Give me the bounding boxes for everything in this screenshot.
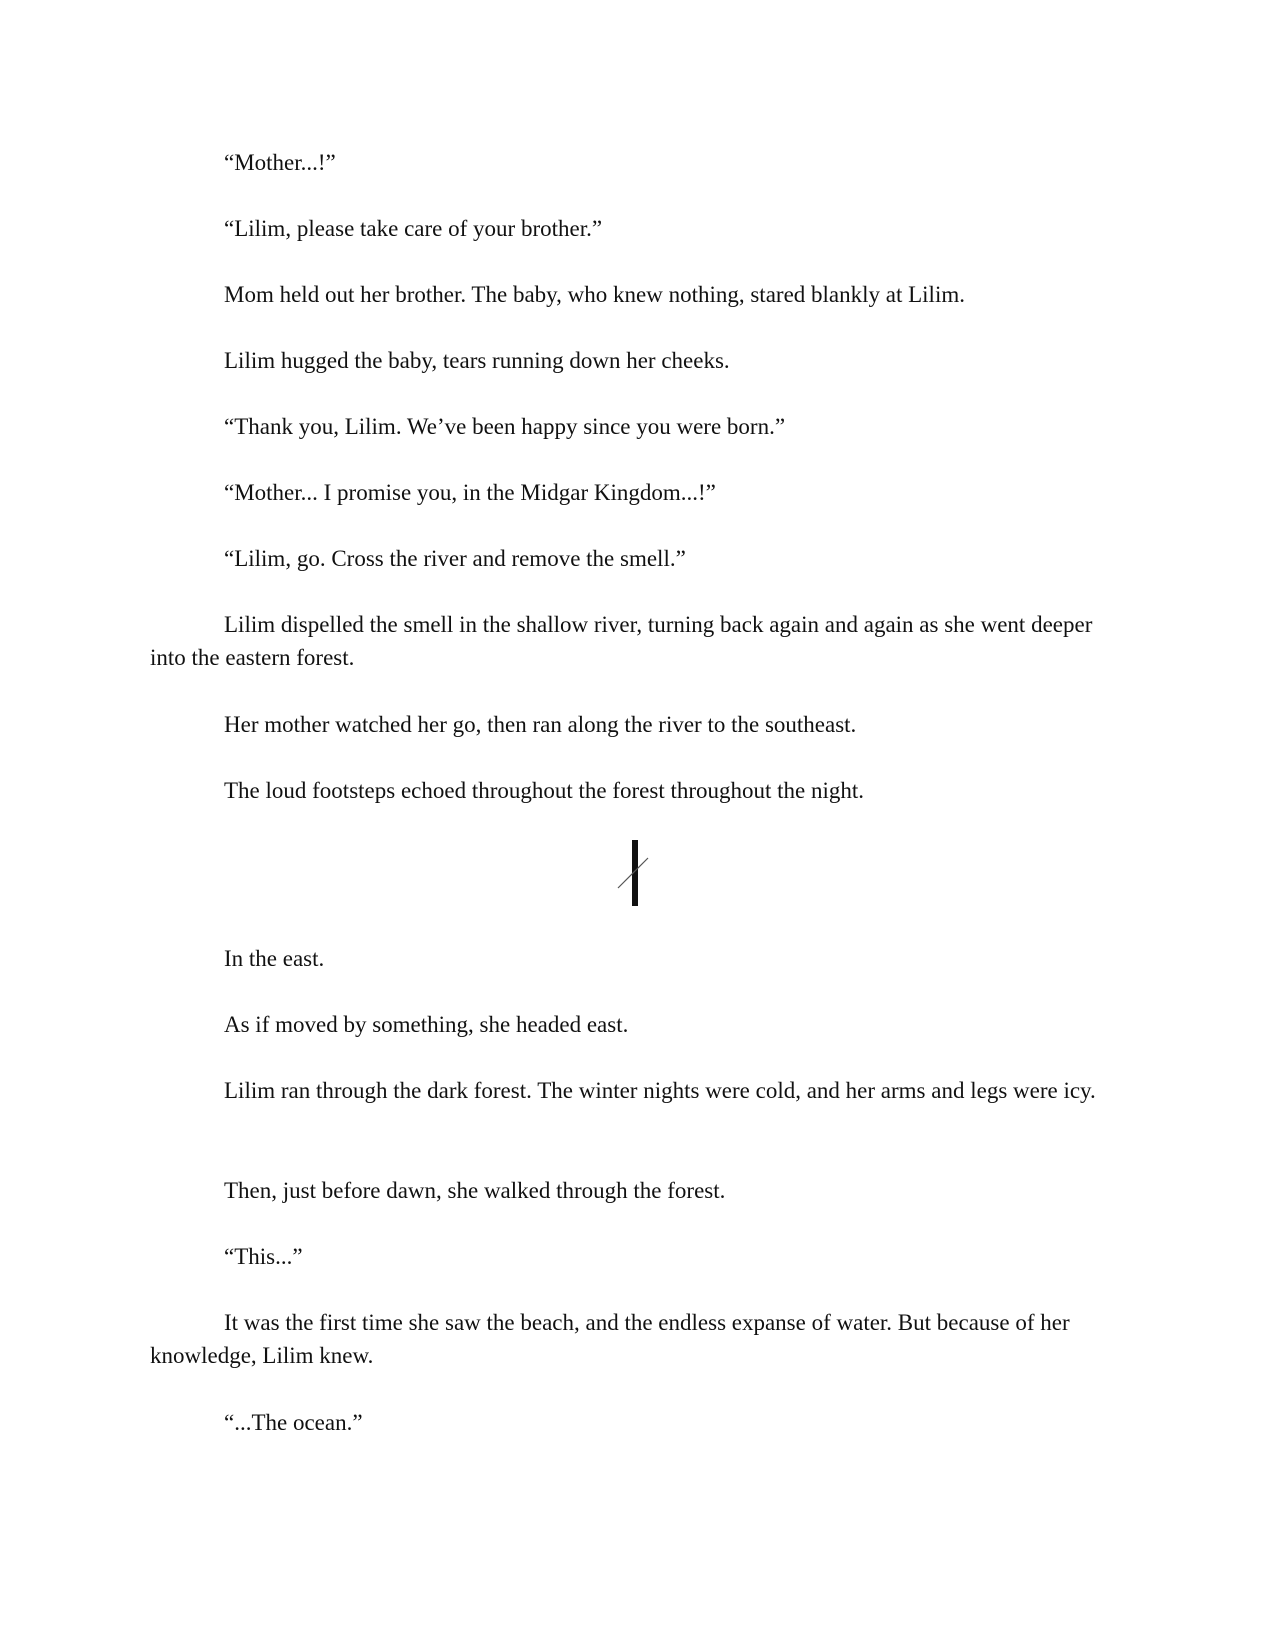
paragraph: In the east.	[224, 946, 325, 971]
paragraph: Then, just before dawn, she walked through the forest.	[224, 1178, 726, 1203]
paragraph: Mom held out her brother. The baby, who knew nothing, stared blankly at Lilim.	[224, 282, 965, 307]
paragraph: “Thank you, Lilim. We’ve been happy since you were born.”	[224, 414, 786, 439]
paragraph: Lilim hugged the baby, tears running down her cheeks.	[224, 348, 730, 373]
paragraph: “Mother... I promise you, in the Midgar Kingdom...!”	[224, 480, 716, 505]
paragraph: “Lilim, go. Cross the river and remove the smell.”	[224, 546, 686, 571]
paragraph: “Lilim, please take care of your brother.”	[224, 216, 603, 241]
paragraph: Lilim ran through the dark forest. The winter nights were cold, and her arms and legs were icy.	[224, 1078, 1096, 1103]
paragraph: Her mother watched her go, then ran along the river to the southeast.	[224, 712, 857, 737]
paragraph: “Mother...!”	[224, 150, 336, 175]
paragraph: “This...”	[224, 1244, 303, 1269]
scene-break-rune-icon	[615, 840, 655, 906]
paragraph: As if moved by something, she headed east.	[224, 1012, 629, 1037]
paragraph: Lilim dispelled the smell in the shallow river, turning back again and again as she went deeper into the eastern forest.	[150, 612, 1093, 670]
paragraph: It was the first time she saw the beach, and the endless expanse of water. But because of her knowledge, Lilim knew.	[150, 1310, 1070, 1368]
paragraph: The loud footsteps echoed throughout the forest throughout the night.	[224, 778, 865, 803]
paragraph: “...The ocean.”	[224, 1410, 363, 1435]
